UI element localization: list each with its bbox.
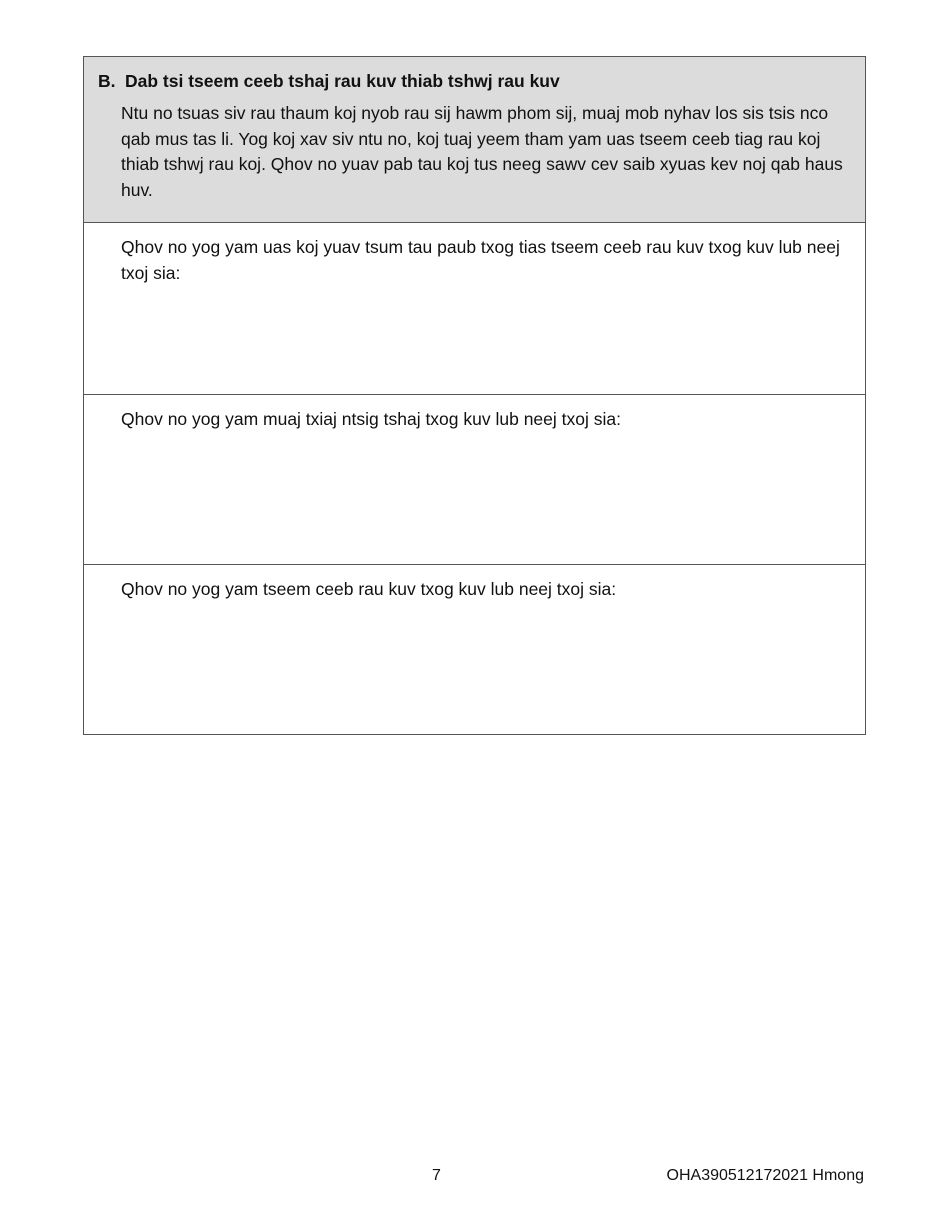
section-letter: B. (98, 71, 116, 91)
page-number: 7 (432, 1167, 441, 1184)
question-label-2: Qhov no yog yam muaj txiaj ntsig tshaj txog kuv lub neej txoj sia: (121, 409, 621, 429)
section-title (98, 69, 845, 93)
question-label-1: Qhov no yog yam uas koj yuav tsum tau paub txog tias tseem ceeb rau kuv txog kuv lub neej txoj sia: (121, 237, 840, 283)
section-title-text: Dab tsi tseem ceeb tshaj rau kuv thiab tshwj rau kuv (125, 71, 560, 91)
question-field-3[interactable] (84, 564, 865, 734)
question-label-3: Qhov no yog yam tseem ceeb rau kuv txog kuv lub neej txoj sia: (121, 579, 617, 599)
question-field-1[interactable] (84, 223, 865, 394)
section-intro: Ntu no tsuas siv rau thaum koj nyob rau sij hawm phom sij, muaj mob nyhav los sis tsis nco qab mus tas li. Yog koj xav siv ntu no, koj tuaj yeem tham yam uas tseem ceeb tiag rau koj thiab tshwj rau koj. Qhov no yuav pab tau koj tus neeg sawv cev saib xyuas kev noj qab haus huv. (121, 103, 843, 200)
section-b-form (83, 56, 866, 735)
question-field-2[interactable] (84, 394, 865, 564)
section-header (84, 57, 865, 223)
form-code: OHA390512172021 Hmong (666, 1167, 864, 1184)
